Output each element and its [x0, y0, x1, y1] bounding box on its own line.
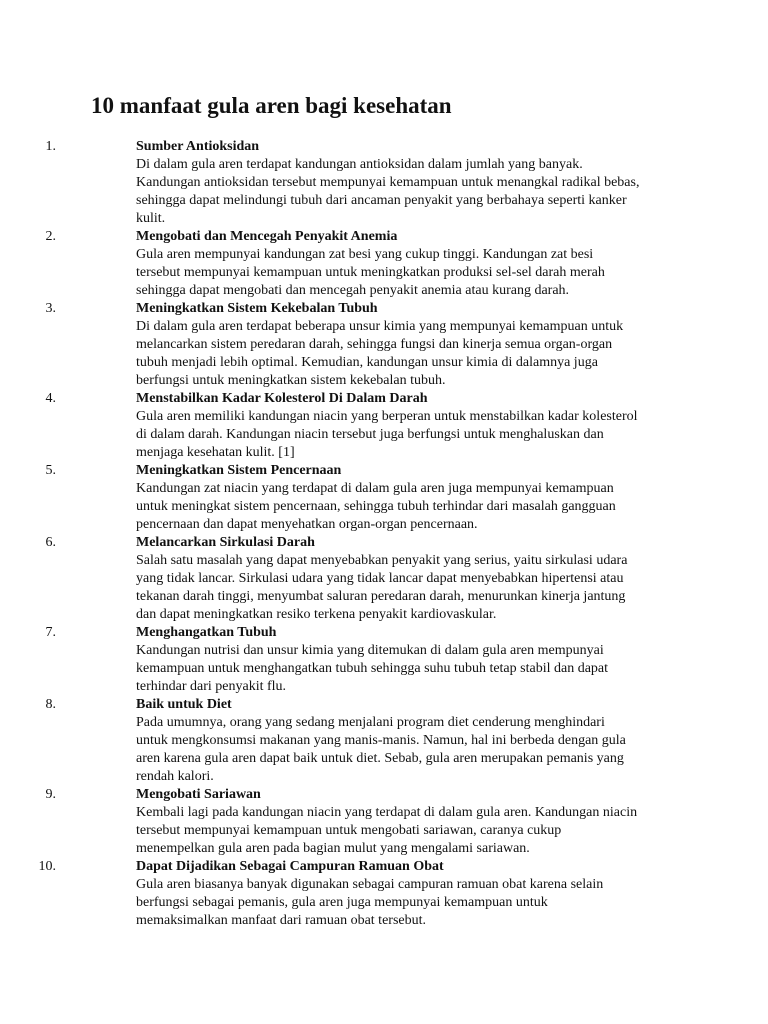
item-body-line: kemampuan untuk menghangatkan tubuh sehingga suhu tubuh tetap stabil dan dapat — [136, 661, 609, 676]
item-body-line: Kembali lagi pada kandungan niacin yang terdapat di dalam gula aren. Kandungan niacin — [136, 805, 638, 820]
list-item — [0, 624, 696, 696]
item-number: 5. — [45, 463, 56, 478]
item-body-line: kulit. — [136, 211, 166, 226]
item-body — [136, 642, 696, 696]
item-body-line: tubuh menjadi lebih optimal. Kemudian, kandungan unsur kimia di dalamnya juga — [136, 355, 598, 370]
item-body-line: dan dapat meningkatkan resiko terkena penyakit kardiovaskular. — [136, 607, 497, 622]
item-body-line: tersebut mempunyai kemampuan untuk meningkatkan produksi sel-sel darah merah — [136, 265, 605, 280]
item-body — [136, 408, 696, 462]
item-body-line: Gula aren biasanya banyak digunakan sebagai campuran ramuan obat karena selain — [136, 877, 604, 892]
item-body — [136, 876, 696, 930]
item-body-line: berfungsi sebagai pemanis, gula aren juga mempunyai kemampuan untuk — [136, 895, 548, 910]
item-number: 8. — [45, 697, 56, 712]
list-item — [0, 300, 696, 390]
item-body — [136, 714, 696, 786]
item-body-line: sehingga dapat mengobati dan mencegah penyakit anemia atau kurang darah. — [136, 283, 570, 298]
item-body-line: yang tidak lancar. Sirkulasi udara yang tidak lancar dapat menyebabkan hipertensi atau — [136, 571, 624, 586]
list-item — [0, 858, 696, 930]
item-body-line: Kandungan zat niacin yang terdapat di dalam gula aren juga mempunyai kemampuan — [136, 481, 614, 496]
item-number: 10. — [38, 859, 56, 874]
item-body-line: menjaga kesehatan kulit. [1] — [136, 445, 295, 460]
item-body — [136, 804, 696, 858]
item-body — [136, 318, 696, 390]
item-heading: Menghangatkan Tubuh — [136, 625, 277, 640]
item-heading: Mengobati Sariawan — [136, 787, 261, 802]
item-body-line: tekanan darah tinggi, menyumbat saluran peredaran darah, menurunkan kinerja jantung — [136, 589, 626, 604]
item-number: 7. — [45, 625, 56, 640]
document-title: 10 manfaat gula aren bagi kesehatan — [91, 93, 452, 118]
item-body-line: Pada umumnya, orang yang sedang menjalani program diet cenderung menghindari — [136, 715, 605, 730]
item-number: 6. — [45, 535, 56, 550]
item-body-line: terhindar dari penyakit flu. — [136, 679, 287, 694]
item-body — [136, 156, 696, 228]
list-item — [0, 138, 696, 228]
item-body — [136, 246, 696, 300]
item-body-line: memaksimalkan manfaat dari ramuan obat tersebut. — [136, 913, 427, 928]
item-heading: Dapat Dijadikan Sebagai Campuran Ramuan Obat — [136, 859, 444, 874]
item-body-line: Gula aren mempunyai kandungan zat besi yang cukup tinggi. Kandungan zat besi — [136, 247, 594, 262]
item-number: 2. — [45, 229, 56, 244]
item-body-line: Kandungan nutrisi dan unsur kimia yang ditemukan di dalam gula aren mempunyai — [136, 643, 604, 658]
item-heading: Mengobati dan Mencegah Penyakit Anemia — [136, 229, 398, 244]
item-body-line: di dalam darah. Kandungan niacin tersebut juga berfungsi untuk menghaluskan dan — [136, 427, 604, 442]
list-item — [0, 462, 696, 534]
list-item — [0, 228, 696, 300]
item-heading: Menstabilkan Kadar Kolesterol Di Dalam Darah — [136, 391, 428, 406]
item-number: 1. — [45, 139, 56, 154]
item-number: 3. — [45, 301, 56, 316]
item-body-line: rendah kalori. — [136, 769, 214, 784]
item-body-line: tersebut mempunyai kemampuan untuk mengobati sariawan, caranya cukup — [136, 823, 562, 838]
item-body-line: Di dalam gula aren terdapat kandungan antioksidan dalam jumlah yang banyak. — [136, 157, 583, 172]
item-body-line: Kandungan antioksidan tersebut mempunyai kemampuan untuk menangkal radikal bebas, — [136, 175, 640, 190]
item-number: 4. — [45, 391, 56, 406]
item-heading: Baik untuk Diet — [136, 697, 232, 712]
item-heading: Sumber Antioksidan — [136, 139, 260, 154]
list-item — [0, 786, 696, 858]
item-body-line: sehingga dapat melindungi tubuh dari ancaman penyakit yang berbahaya seperti kanker — [136, 193, 627, 208]
item-body-line: melancarkan sistem peredaran darah, sehingga fungsi dan kinerja semua organ-organ — [136, 337, 613, 352]
item-heading: Melancarkan Sirkulasi Darah — [136, 535, 315, 550]
item-body-line: Di dalam gula aren terdapat beberapa unsur kimia yang mempunyai kemampuan untuk — [136, 319, 624, 334]
item-body-line: untuk mengkonsumsi makanan yang manis-manis. Namun, hal ini berbeda dengan gula — [136, 733, 626, 748]
item-body-line: untuk meningkat sistem pencernaan, sehingga tubuh terhindar dari masalah gangguan — [136, 499, 616, 514]
item-heading: Meningkatkan Sistem Kekebalan Tubuh — [136, 301, 378, 316]
item-body-line: aren karena gula aren dapat baik untuk diet. Sebab, gula aren merupakan pemanis yang — [136, 751, 624, 766]
item-body-line: Salah satu masalah yang dapat menyebabkan penyakit yang serius, yaitu sirkulasi udara — [136, 553, 628, 568]
item-body — [136, 480, 696, 534]
item-number: 9. — [45, 787, 56, 802]
item-body-line: menempelkan gula aren pada bagian mulut yang mengalami sariawan. — [136, 841, 530, 856]
benefits-list — [0, 138, 768, 930]
item-heading: Meningkatkan Sistem Pencernaan — [136, 463, 342, 478]
list-item — [0, 696, 696, 786]
item-body-line: pencernaan dan dapat menyehatkan organ-organ pencernaan. — [136, 517, 478, 532]
item-body — [136, 552, 696, 624]
item-body-line: berfungsi untuk meningkatkan sistem kekebalan tubuh. — [136, 373, 446, 388]
item-body-line: Gula aren memiliki kandungan niacin yang berperan untuk menstabilkan kadar kolesterol — [136, 409, 638, 424]
list-item — [0, 390, 696, 462]
list-item — [0, 534, 696, 624]
